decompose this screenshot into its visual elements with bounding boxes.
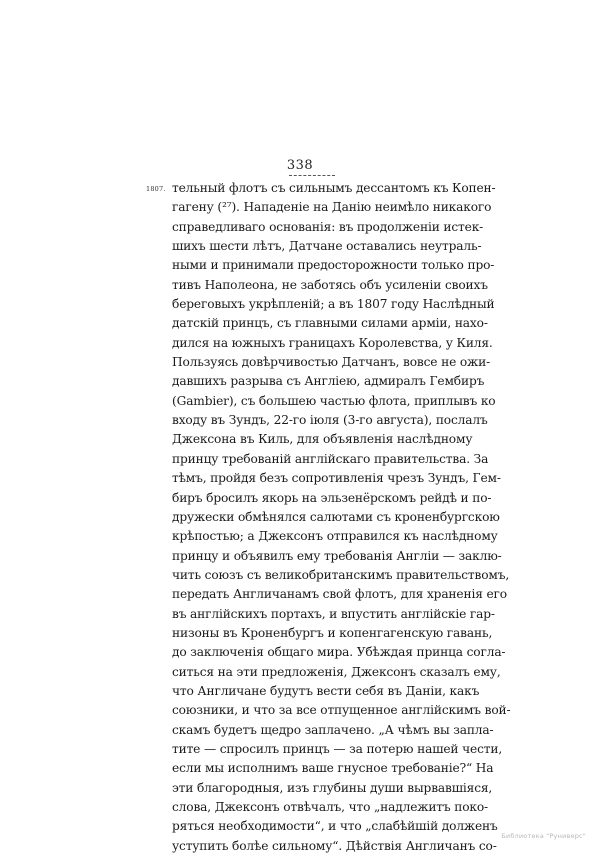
text-line: ситься на эти предложенія, Джексонъ сказалъ ему, <box>172 664 501 679</box>
text-line: эти благородныя, изъ глубины души вырвавшіяся, <box>172 780 493 795</box>
text-line: чить союзъ съ великобританскимъ правительствомъ, <box>172 567 510 582</box>
text-line: крѣпостью; а Джексонъ отправился къ наслѣдному <box>172 529 498 544</box>
text-line: (Gambier), съ большею частью флота, приплывъ ко <box>172 393 496 408</box>
text-line: входу въ Зундъ, 22-го іюля (3-го августа), послалъ <box>172 413 488 428</box>
text-line: береговыхъ укрѣпленій; а въ 1807 году Наслѣдный <box>172 297 495 312</box>
text-line: биръ бросилъ якорь на эльзенёрскомъ рейдѣ и по- <box>172 490 492 505</box>
text-line: дился на южныхъ границахъ Королевства, у Киля. <box>172 335 493 350</box>
text-line: принцу требованій англійскаго правительства. За <box>172 451 489 466</box>
text-line: уступить болѣе сильному“. Дѣйствія Англичанъ со- <box>172 838 497 853</box>
text-line: слова, Джексонъ отвѣчалъ, что „надлежитъ поко- <box>172 800 489 814</box>
page-number-rule <box>289 175 335 176</box>
text-line: тѣмъ, пройдя безъ сопротивленія чрезъ Зундъ, Гем- <box>172 471 501 486</box>
text-line: союзники, и что за все отпущенное англійскимъ вой- <box>172 703 511 718</box>
text-line: дружески обмѣнялся салютами съ кроненбургскою <box>172 509 500 524</box>
text-line: шихъ шести лѣтъ, Датчане оставались неутраль- <box>172 239 482 254</box>
text-line: справедливаго основанія: въ продолженіи истек- <box>172 219 484 234</box>
text-line: передать Англичанамъ свой флотъ, для храненія его <box>172 587 507 602</box>
body-text <box>172 179 511 856</box>
text-line: гагену (²⁷). Нападеніе на Данію неимѣло никакого <box>172 200 492 215</box>
text-line: ряться необходимости“, и что „слабѣйшій долженъ <box>172 819 498 834</box>
library-watermark: Библиотека "Руниверс" <box>501 832 586 840</box>
text-line: тите — спросилъ принцъ — за потерю нашей чести, <box>172 741 503 756</box>
text-line: если мы исполнимъ ваше гнусное требованіе?“ На <box>172 761 494 776</box>
page-number: 338 <box>286 158 314 173</box>
text-line: въ англійскихъ портахъ, и впустить англійскіе гар- <box>172 606 495 621</box>
text-line: тивъ Наполеона, не заботясь объ усиленіи своихъ <box>172 277 488 292</box>
text-line: низоны въ Кроненбургъ и копенгагенскую гавань, <box>172 625 493 640</box>
text-line: датскій принцъ, съ главными силами арміи, нахо- <box>172 316 488 331</box>
text-line: до заключенія общаго мира. Убѣждая принца согла- <box>172 645 506 660</box>
margin-year-note: 1807. <box>146 185 166 193</box>
text-line: принцу и объявилъ ему требованія Англіи — заклю- <box>172 548 502 563</box>
text-line: Пользуясь довѣрчивостью Датчанъ, вовсе не ожи- <box>172 355 491 370</box>
text-line: тельный флотъ съ сильнымъ дессантомъ къ Копен- <box>172 181 496 195</box>
text-line: Джексона въ Киль, для объявленія наслѣдному <box>172 432 473 447</box>
text-line: ными и принимали предосторожности только про- <box>172 258 495 273</box>
text-line: давшихъ разрыва съ Англіею, адмиралъ Гембиръ <box>172 374 485 389</box>
text-line: что Англичане будутъ вести себя въ Даніи, какъ <box>172 683 480 698</box>
text-line: скамъ будетъ щедро заплачено. „А чѣмъ вы запла- <box>172 722 494 737</box>
